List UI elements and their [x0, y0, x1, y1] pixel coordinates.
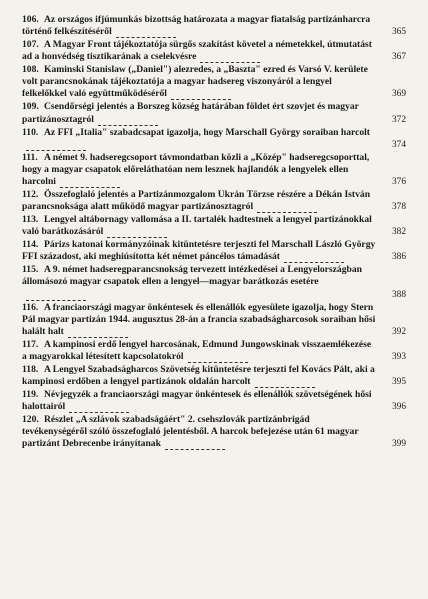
entry-number: 110.: [22, 126, 39, 138]
entry-number: 119.: [22, 389, 39, 401]
entry-page-number: 365: [391, 27, 406, 38]
entry-number: 117.: [22, 338, 39, 350]
entry-page-number: 367: [391, 52, 406, 63]
dash-leader: [26, 143, 86, 151]
entry-title: Párizs katonai kormányzóinak kitüntetésre terjeszti fel Marschall László György FFI századost, aki meghiúsította két német páncélos támadását: [22, 239, 376, 263]
entry-title: Az országos ifjúmunkás bizottság határozata a magyar fiatalság partizánharcra történő felkészítéséről: [22, 14, 371, 38]
toc-entry: [22, 264, 406, 300]
toc-entry: [22, 127, 406, 151]
entry-title: A 9. német hadseregparancsnokság tervezett intézkedései a Lengyelországban állomásozó magyar csapatok ellen a lengyel—magyar barátkozás esetére: [22, 264, 362, 288]
toc-entry: [22, 239, 406, 263]
entry-number: 113.: [22, 214, 39, 226]
dash-leader: [165, 442, 225, 450]
entry-page-number: 386: [391, 252, 406, 263]
entry-number: 114.: [22, 239, 39, 251]
entry-title: Összefoglaló jelentés a Partizánmozgalom Ukrán Törzse részére a Dékán István parancsnoksága alatt működő magyar partizánosztagról: [22, 188, 371, 212]
entry-title: Kaminski Stanislaw („Daniel") alezredes, a „Baszta" ezred és Varsó V. kerülete volt parancsnokának tájékoztatója a magyar hadsereg viszonyáról a lengyel felkelőkkel való együttműködéséről: [22, 64, 368, 100]
entry-title: A franciaországi magyar önkéntesek és ellenállók egyesülete igazolja, hogy Stern Pál magyar partizán 1944. augusztus 28-án a francia szabadságharcosok soraiban hősi halált halt: [22, 301, 376, 337]
entry-page-number: 392: [391, 326, 406, 337]
entry-page-number: 369: [391, 89, 406, 100]
entry-number: 106.: [22, 14, 39, 25]
entry-page-number: 393: [391, 351, 406, 362]
dash-leader: [98, 118, 158, 126]
entry-page-number: 382: [391, 227, 406, 238]
toc-entry: [22, 302, 406, 338]
toc-entry: [22, 214, 406, 238]
entry-title: A német 9. hadseregcsoport távmondatban közli a „Közép" hadseregcsoporttal, hogy a magyar csapatok előreláthatóan nem lesznek hajlandók a lengyelek ellen harcolni: [22, 151, 370, 187]
entry-page-number: 372: [391, 114, 406, 125]
dash-leader: [107, 230, 167, 238]
entry-page-number: 374: [391, 139, 406, 150]
dash-leader: [68, 330, 128, 338]
entry-number: 112.: [22, 188, 39, 200]
dash-leader: [257, 205, 317, 213]
toc-entry: [22, 189, 406, 213]
dash-leader: [116, 30, 176, 38]
entry-title: Névjegyzék a franciaországi magyar önkéntesek és ellenállók szövetségének hősi halottairól: [22, 389, 372, 413]
entry-title: Az FFI „Italia" szabadcsapat igazolja, hogy Marschall György soraiban harcolt: [44, 126, 370, 138]
entry-page-number: 388: [391, 289, 406, 300]
toc-entry: [22, 339, 406, 363]
dash-leader: [26, 293, 86, 301]
dash-leader: [69, 405, 129, 413]
dash-leader: [284, 255, 344, 263]
entry-number: 120.: [22, 414, 39, 426]
entry-page-number: 395: [391, 376, 406, 387]
dash-leader: [200, 55, 260, 63]
toc-entry: [22, 414, 406, 450]
toc-entry: [22, 101, 406, 125]
entry-number: 115.: [22, 264, 39, 276]
dash-leader: [188, 355, 248, 363]
entry-number: 116.: [22, 301, 39, 313]
entry-number: 109.: [22, 101, 39, 113]
dash-leader: [255, 380, 315, 388]
entry-title: A Lengyel Szabadságharcos Szövetség kitüntetésre terjeszti fel Kovács Pált, aki a kampinosi erdőben a lengyel partizánok oldalán harcolt: [22, 363, 375, 387]
entry-title: Részlet „A szlávok szabadságáért" 2. csehszlovák partizánbrigád tevékenységéről szóló összefoglaló jelentésből. A harcok befejezése után 61 magyar partizánt Debrecenbe irányítanak: [22, 414, 359, 450]
entry-number: 108.: [22, 64, 39, 76]
entry-title: Lengyel altábornagy vallomása a II. tartalék hadtestnek a lengyel partizánokkal való barátkozásáról: [22, 214, 372, 238]
entry-number: 118.: [22, 363, 39, 375]
toc-entry: [22, 14, 406, 38]
table-of-contents: [22, 14, 406, 450]
toc-entry: [22, 389, 406, 413]
entry-page-number: 378: [391, 202, 406, 213]
toc-entry: [22, 64, 406, 100]
entry-title: A Magyar Front tájékoztatója sürgős szakítást követel a németekkel, útmutatást ad a honvédség tisztikarának a cselekvésre: [22, 39, 372, 63]
entry-title: Csendőrségi jelentés a Borszeg község határában földet ért szovjet és magyar partizánosztagról: [22, 101, 359, 125]
entry-page-number: 399: [391, 439, 406, 450]
dash-leader: [60, 180, 120, 188]
dash-leader: [171, 92, 231, 100]
entry-number: 107.: [22, 39, 39, 51]
toc-entry: [22, 152, 406, 188]
toc-entry: [22, 39, 406, 63]
entry-page-number: 376: [391, 176, 406, 187]
entry-page-number: 396: [391, 402, 406, 413]
toc-entry: [22, 364, 406, 388]
entry-title: A kampinosi erdő lengyel harcosának, Edmund Jungowskinak visszaemlékezése a magyarokkal létesített kapcsolatokról: [22, 338, 372, 362]
entry-number: 111.: [22, 151, 38, 163]
